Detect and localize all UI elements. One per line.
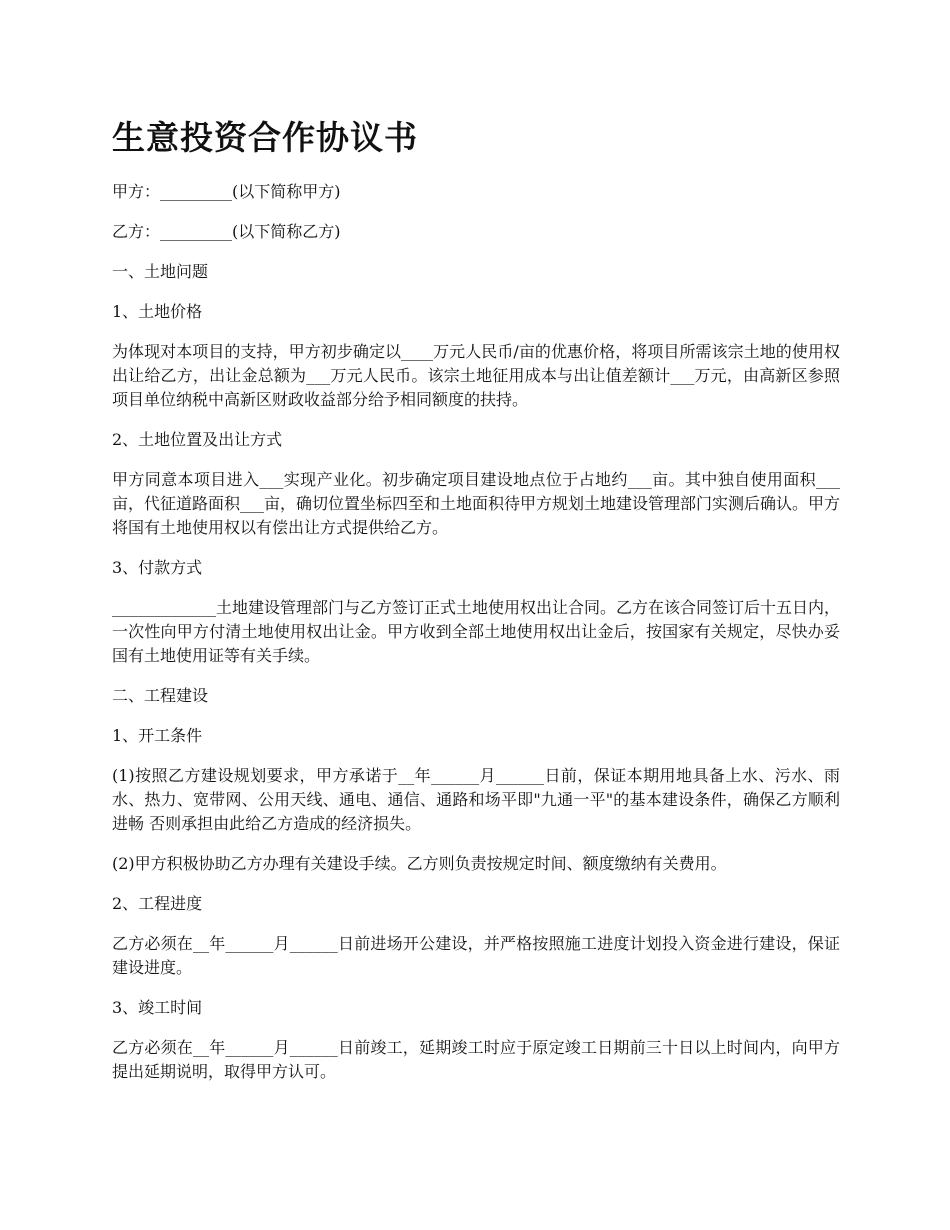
paragraph-start-conditions-2: (2)甲方积极协助乙方办理有关建设手续。乙方则负责按规定时间、额度缴纳有关费用。 [112, 854, 727, 873]
subheading-land-price: 1、土地价格 [112, 302, 203, 321]
document-page [112, 110, 840, 1100]
paragraph-land-price: 为体现对本项目的支持，甲方初步确定以____万元人民币/亩的优惠价格，将项目所需该宗土地的使用权出让给乙方，出让金总额为___万元人民币。该宗土地征用成本与出让值差额计___万元，由高新区参照项目单位纳税中高新区财政收益部分给予相同额度的扶持。 [112, 342, 840, 409]
section-heading-construction: 二、工程建设 [112, 686, 209, 705]
party-a-line: 甲方：_________(以下简称甲方) [112, 182, 341, 201]
paragraph-land-location: 甲方同意本项目进入___实现产业化。初步确定项目建设地点位于占地约___亩。其中独自使用面积___亩，代征道路面积___亩，确切位置坐标四至和土地面积待甲方规划土地建设管理部门实测后确认。甲方将国有土地使用权以有偿出让方式提供给乙方。 [112, 470, 841, 537]
party-b-line: 乙方：_________(以下简称乙方) [112, 222, 341, 241]
paragraph-completion: 乙方必须在__年______月______日前竣工，延期竣工时应于原定竣工日期前三十日以上时间内，向甲方提出延期说明，取得甲方认可。 [112, 1038, 840, 1081]
paragraph-progress: 乙方必须在__年______月______日前进场开公建设，并严格按照施工进度计划投入资金进行建设，保证建设进度。 [112, 934, 840, 977]
document-title: 生意投资合作协议书 [112, 118, 418, 157]
section-heading-land: 一、土地问题 [112, 262, 209, 281]
subheading-payment: 3、付款方式 [112, 558, 203, 577]
subheading-progress: 2、工程进度 [112, 894, 203, 913]
subheading-start-conditions: 1、开工条件 [112, 726, 203, 745]
paragraph-start-conditions-1: (1)按照乙方建设规划要求，甲方承诺于__年______月______日前，保证本期用地具备上水、污水、雨水、热力、宽带网、公用天线、通电、通信、通路和场平即"九通一平"的基本建设条件，确保乙方顺利进畅 否则承担由此给乙方造成的经济损失。 [112, 766, 840, 833]
subheading-completion: 3、竣工时间 [112, 998, 203, 1017]
paragraph-payment: _____________土地建设管理部门与乙方签订正式土地使用权出让合同。乙方在该合同签订后十五日内，一次性向甲方付清土地使用权出让金。甲方收到全部土地使用权出让金后，按国家有关规定，尽快办妥国有土地使用证等有关手续。 [112, 598, 841, 665]
subheading-land-location: 2、土地位置及出让方式 [112, 430, 283, 449]
